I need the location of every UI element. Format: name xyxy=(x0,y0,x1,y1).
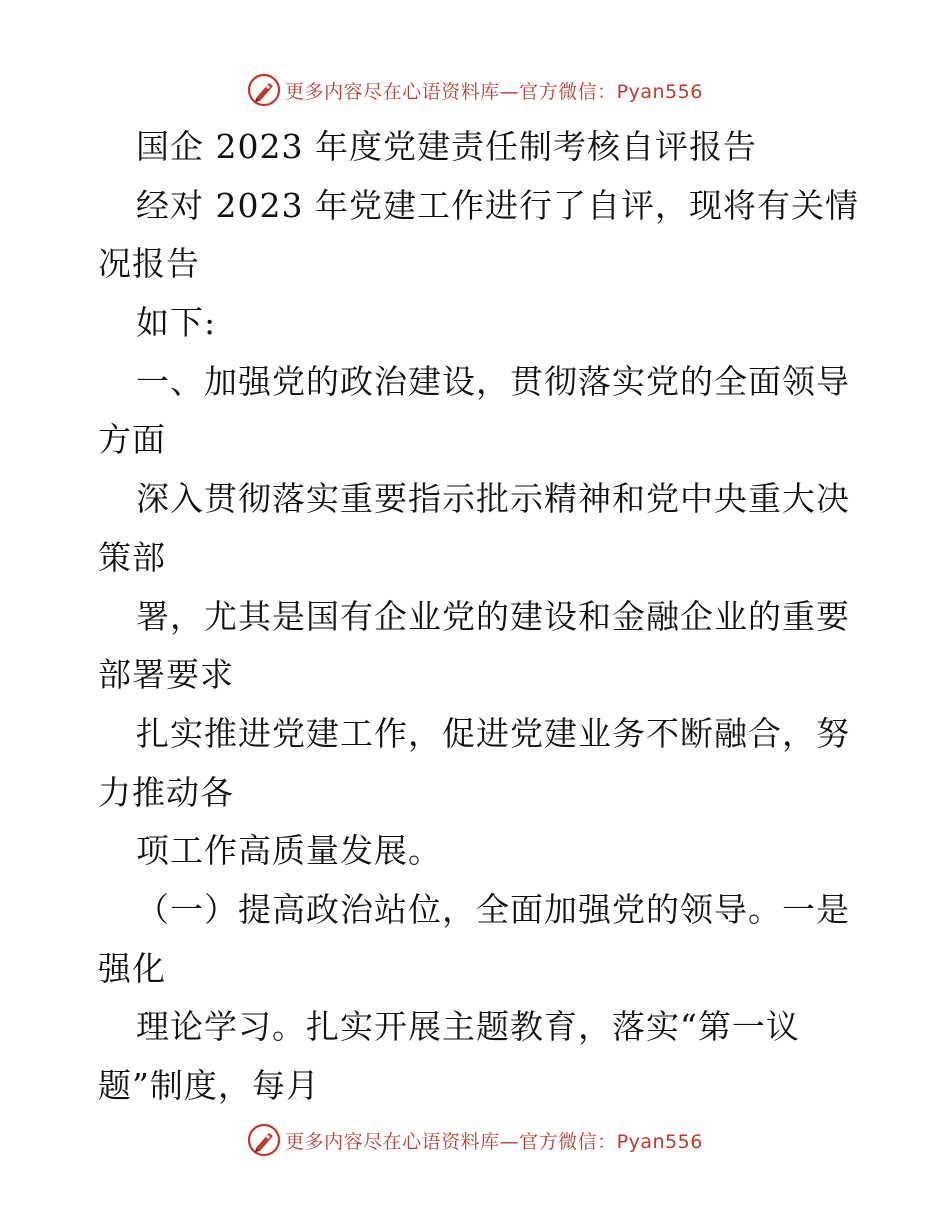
header-watermark-text: 更多内容尽在心语资料库—官方微信：Pyan556 xyxy=(285,80,703,103)
document-body xyxy=(98,118,858,1116)
document-line: 题”制度，每月 xyxy=(98,1066,320,1105)
document-line: 项工作高质量发展。 xyxy=(136,831,442,871)
footer-watermark-inner xyxy=(247,1123,703,1157)
document-line: 署，尤其是国有企业党的建设和金融企业的重要 xyxy=(136,596,850,636)
document-line: 一、加强党的政治建设，贯彻落实党的全面领导 xyxy=(136,361,850,401)
header-watermark-inner xyxy=(247,73,703,107)
header-watermark xyxy=(0,70,950,110)
document-line: 方面 xyxy=(98,420,166,460)
document-line: 经对 2023 年党建工作进行了自评，现将有关情 xyxy=(136,185,859,225)
document-line: 力推动各 xyxy=(98,772,234,812)
document-line: 策部 xyxy=(98,537,166,577)
document-line: 理论学习。扎实开展主题教育，落实“第一议 xyxy=(136,1007,800,1047)
document-line: 国企 2023 年度党建责任制考核自评报告 xyxy=(136,127,757,166)
pen-nib-logo-icon xyxy=(247,1123,281,1157)
footer-watermark xyxy=(0,1120,950,1160)
document-line: 况报告 xyxy=(98,244,200,284)
document-line: 强化 xyxy=(98,948,166,988)
document-line: 深入贯彻落实重要指示批示精神和党中央重大决 xyxy=(136,479,850,519)
document-line: 扎实推进党建工作，促进党建业务不断融合，努 xyxy=(136,713,850,753)
footer-watermark-text: 更多内容尽在心语资料库—官方微信：Pyan556 xyxy=(285,1130,703,1153)
document-line: 如下: xyxy=(136,303,217,343)
pen-nib-logo-icon xyxy=(247,73,281,107)
document-line: 部署要求 xyxy=(98,655,234,695)
document-line: （一）提高政治站位，全面加强党的领导。一是 xyxy=(136,889,850,929)
